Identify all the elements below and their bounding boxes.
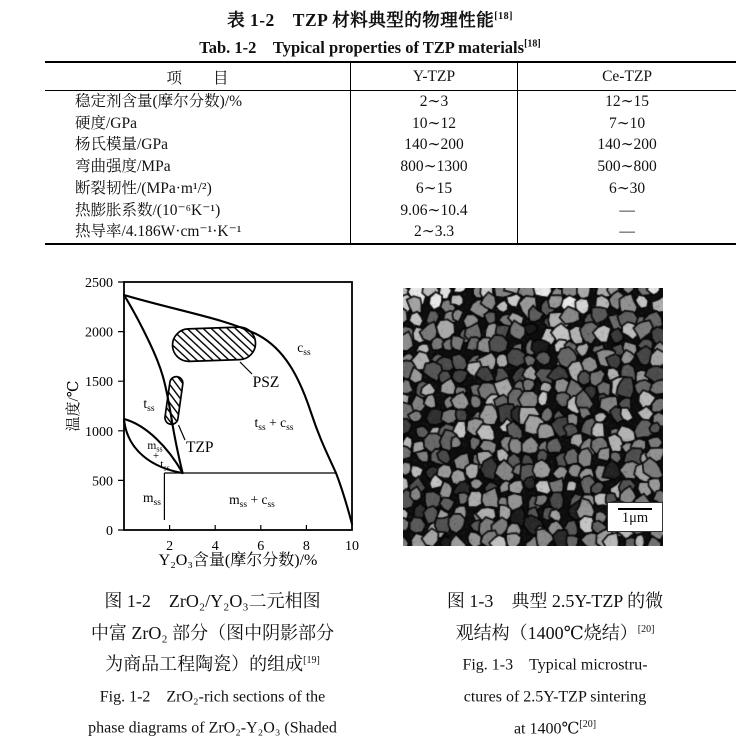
cell-value: 2∼3 — [350, 91, 517, 113]
row-label: 弯曲强度/MPa — [75, 158, 171, 176]
caption-fig-1-2 — [45, 584, 380, 742]
cell-value: 500∼800 — [518, 156, 736, 178]
region-label-mss-lens: $m_{ss}$ — [147, 440, 163, 454]
table-row — [45, 91, 736, 113]
table-row — [45, 156, 736, 178]
cell-value: — — [518, 199, 736, 221]
row-label: 杨氏模量/GPa — [75, 136, 169, 154]
caption-line: 中富 ZrO₂ 部分（图中阴影部分 — [90, 622, 335, 643]
y-tick-label: 1500 — [85, 375, 113, 391]
region-label-plus: + — [152, 450, 160, 462]
row-label: 热膨胀系数/(10⁻⁶K⁻¹) — [75, 201, 221, 219]
table-row — [45, 134, 736, 156]
cell-value: 6∼15 — [350, 178, 517, 200]
table-row — [45, 221, 736, 244]
column-header-ytzp: Y-TZP — [350, 62, 517, 91]
region-label-psz: PSZ — [252, 374, 280, 391]
scale-bar-label: 1μm — [621, 510, 649, 527]
y-tick-label: 2500 — [85, 276, 113, 291]
cell-value: 10∼12 — [350, 113, 517, 135]
row-label: 硬度/GPa — [75, 114, 138, 132]
caption-line: 观结构（1400℃烧结）[20] — [455, 622, 655, 643]
region-label-mss: $m_{ss}$ — [143, 490, 161, 508]
micrograph-figure — [403, 288, 663, 546]
cell-value: 9.06∼10.4 — [350, 199, 517, 221]
region-label-mss-css: $m_{ss} + c_{ss}$ — [229, 492, 275, 510]
region-label-tss-css: $t_{ss} + c_{ss}$ — [254, 415, 294, 433]
cell-value: — — [518, 221, 736, 244]
cell-value: 800∼1300 — [350, 156, 517, 178]
y-tick-label: 2000 — [85, 325, 113, 341]
table-title-en-text: Tab. 1-2 Typical properties of TZP materials — [199, 38, 525, 57]
row-label: 断裂韧性/(MPa·m¹/²) — [75, 179, 212, 197]
cell-value: 7∼10 — [518, 113, 736, 135]
cell-value: 6∼30 — [518, 178, 736, 200]
region-label-tss: $t_{ss}$ — [143, 396, 155, 414]
table-row — [45, 113, 736, 135]
table-title-zh-text: 表 1-2 TZP 材料典型的物理性能 — [227, 10, 495, 30]
y-axis-label: 温度/℃ — [66, 380, 82, 432]
region-label-tzp: TZP — [186, 439, 214, 456]
caption-line: phase diagrams of ZrO₂-Y₂O₃ (Shaded — [88, 719, 337, 737]
table-title-en — [0, 34, 738, 58]
x-tick-label: 4 — [211, 539, 219, 554]
row-label: 热导率/4.186W·cm⁻¹·K⁻¹ — [75, 223, 242, 241]
reference-superscript: [18] — [524, 38, 541, 50]
caption-line: 图 1-2 ZrO₂/Y₂O₃二元相图 — [104, 591, 321, 611]
caption-line: Fig. 1-3 Typical microstru- — [462, 656, 648, 674]
y-tick-label: 500 — [92, 474, 113, 490]
scale-bar — [607, 502, 663, 532]
caption-fig-1-3 — [405, 584, 705, 742]
x-tick-label: 8 — [302, 539, 310, 554]
y-tick-label: 1000 — [85, 424, 113, 440]
reference-superscript: [18] — [494, 11, 513, 23]
table-row — [45, 199, 736, 221]
region-label-css: $c_{ss}$ — [297, 340, 311, 358]
tzp-leader-line — [179, 425, 186, 440]
y-tick-label: 0 — [106, 524, 113, 539]
table-header-row — [45, 62, 736, 91]
phase-diagram-figure — [56, 262, 376, 577]
row-label: 稳定剂含量(摩尔分数)/% — [75, 93, 243, 111]
caption-line: 图 1-3 典型 2.5Y-TZP 的微 — [446, 591, 664, 611]
region-label-tss-lens: $t_{ss}$ — [160, 459, 170, 473]
column-header-cetzp: Ce-TZP — [518, 62, 736, 91]
psz-leader-line — [240, 362, 252, 374]
caption-line: ctures of 2.5Y-TZP sintering — [463, 688, 647, 706]
cell-value: 2∼3.3 — [350, 221, 517, 244]
cell-value: 140∼200 — [518, 134, 736, 156]
properties-table — [45, 61, 736, 245]
cell-value: 12∼15 — [518, 91, 736, 113]
psz-shaded-region — [172, 327, 256, 362]
table-row — [45, 178, 736, 200]
x-axis-label: Y₂O₃含量(摩尔分数)/% — [158, 552, 318, 569]
x-tick-label: 2 — [166, 539, 174, 554]
caption-line: at 1400℃[20] — [513, 718, 597, 737]
caption-line: Fig. 1-2 ZrO₂-rich sections of the — [99, 687, 326, 705]
caption-line: 为商品工程陶瓷）的组成[19] — [105, 654, 320, 674]
x-tick-label: 10 — [345, 539, 359, 554]
x-tick-label: 6 — [257, 539, 265, 554]
column-header-item: 项 目 — [45, 62, 350, 91]
cell-value: 140∼200 — [350, 134, 517, 156]
table-title-zh — [0, 7, 738, 32]
tzp-shaded-region — [164, 376, 184, 425]
